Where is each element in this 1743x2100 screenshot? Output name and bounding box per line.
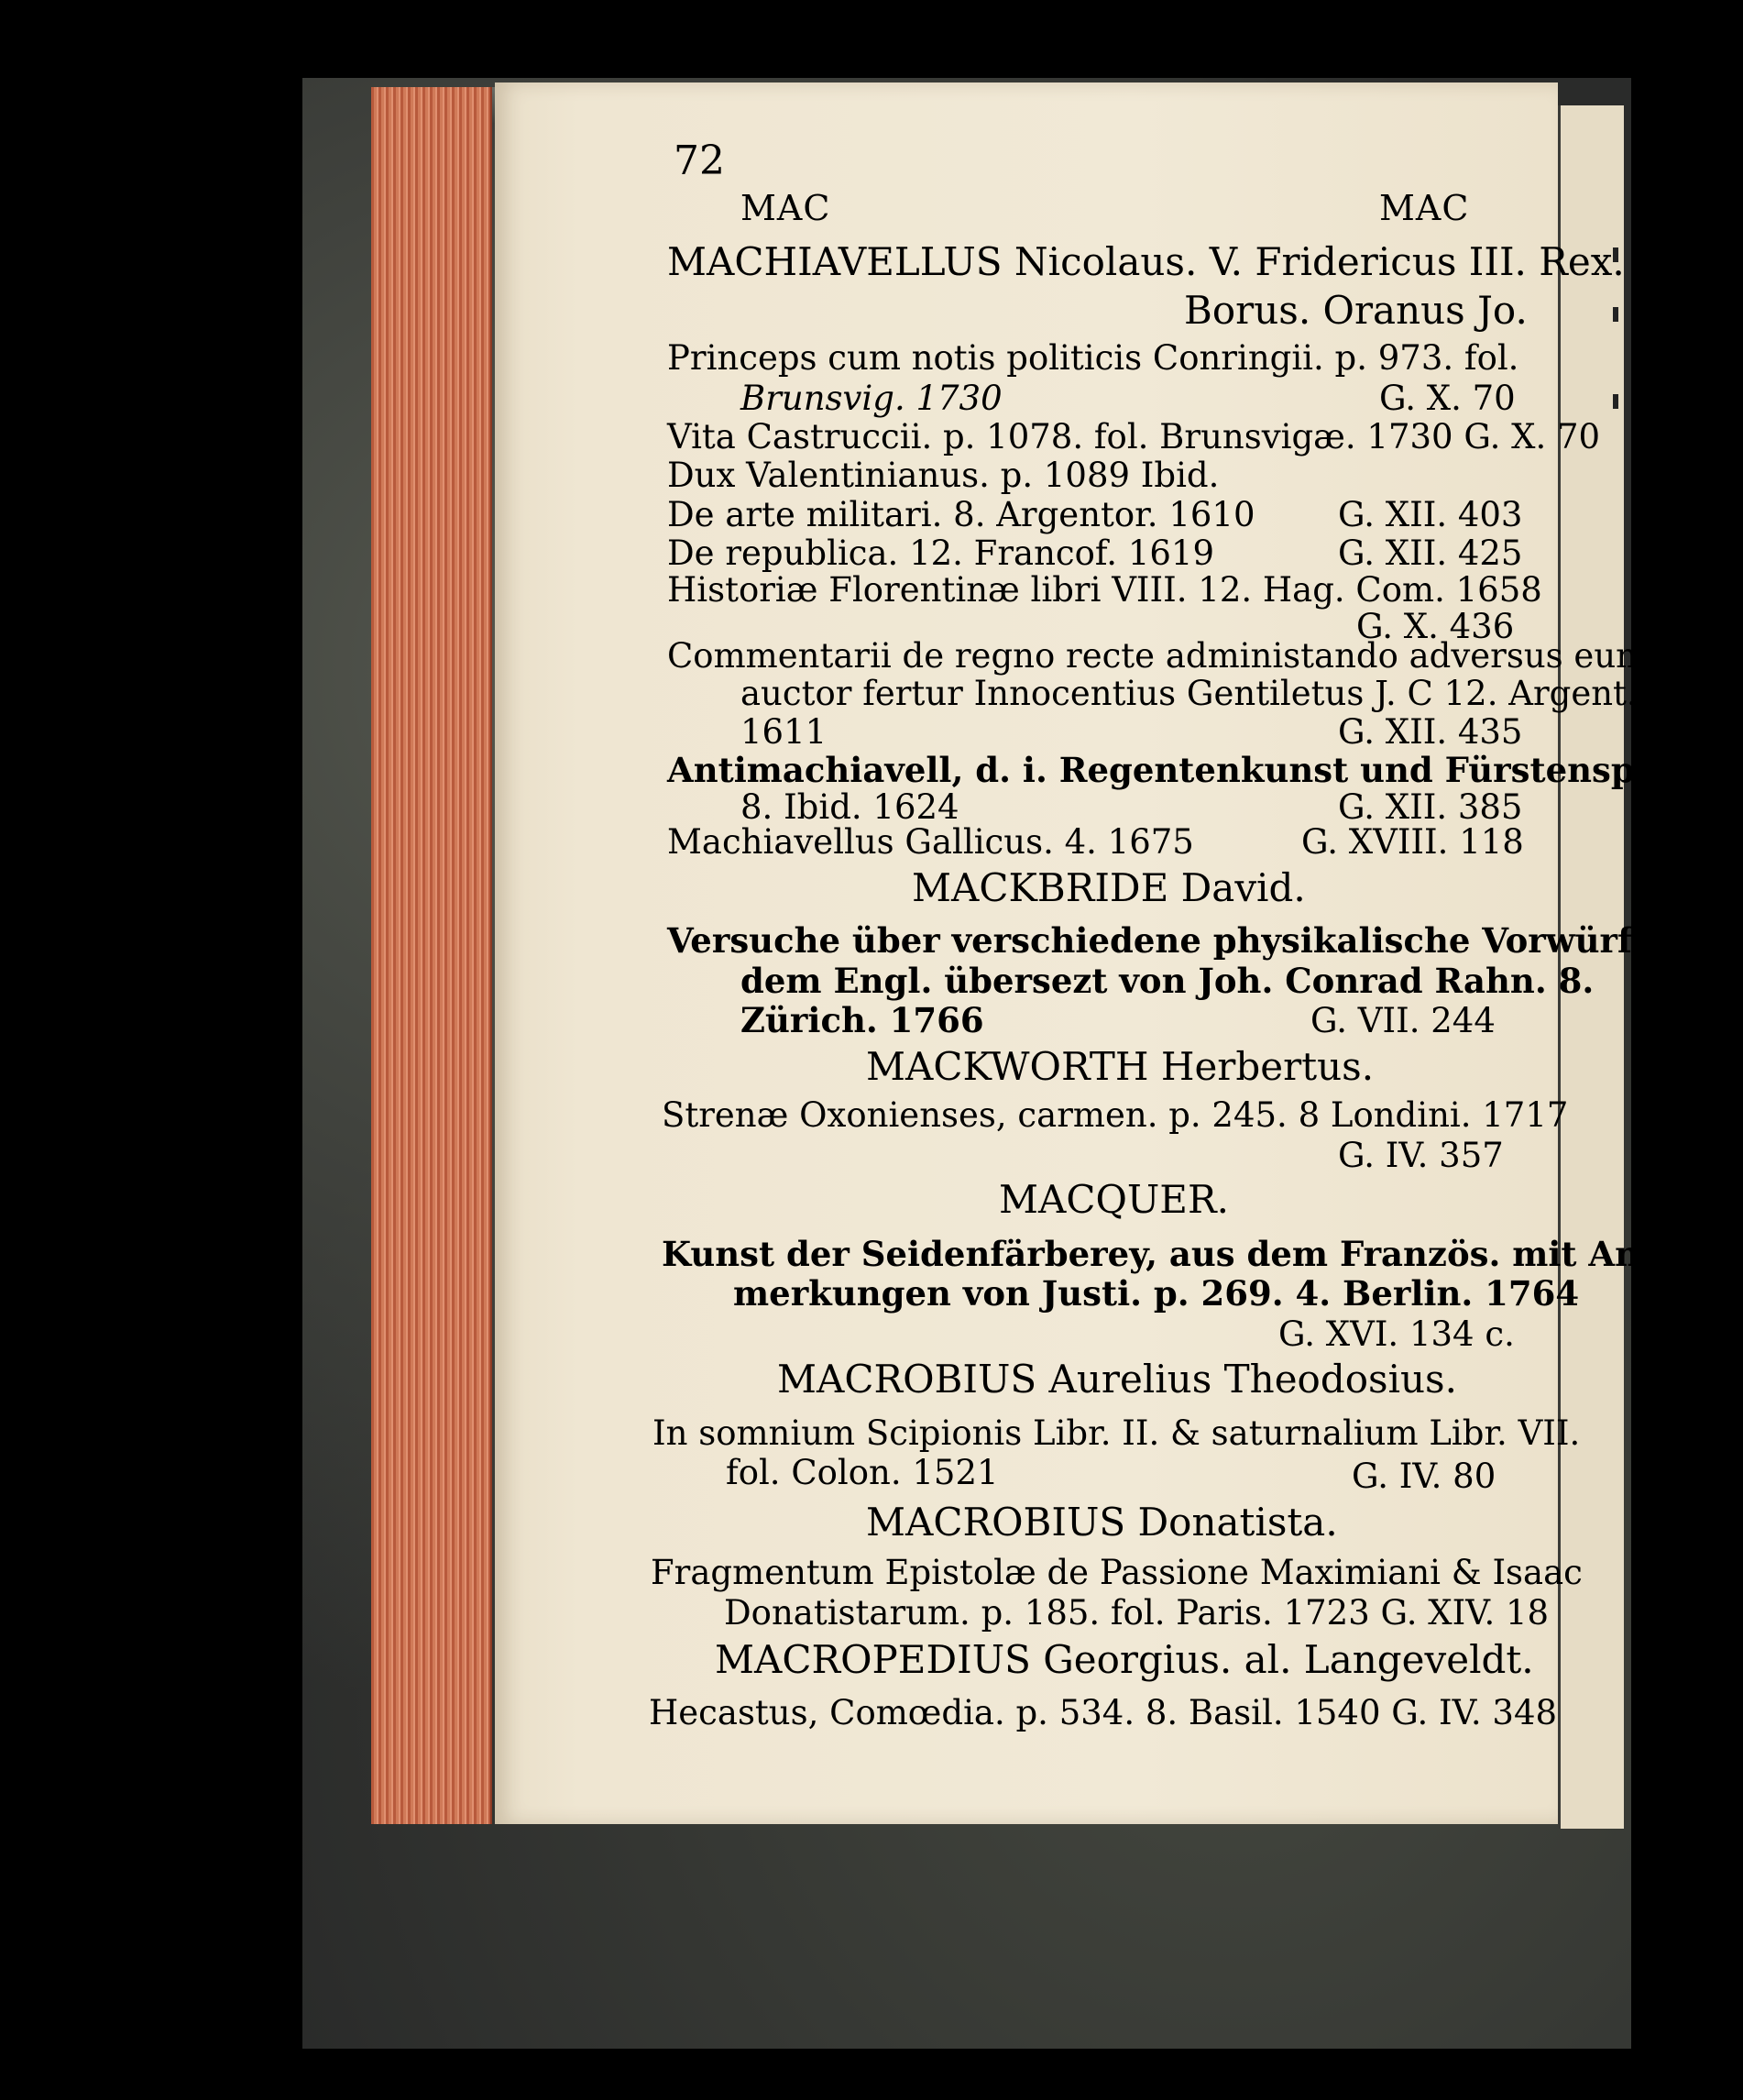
shelfmark: G. XII. 435: [1338, 712, 1523, 752]
page-edges: [371, 87, 492, 1824]
entry-line: Commentarii de regno recte administando adversus eum.: [667, 636, 1659, 676]
entry-line: Brunsvig. 1730: [740, 379, 1003, 418]
entry-line: Hecastus, Comœdia. p. 534. 8. Basil. 1540 G. IV. 348: [649, 1693, 1558, 1732]
running-head-right: MAC: [1379, 188, 1470, 228]
shelfmark: G. IV. 80: [1352, 1457, 1496, 1496]
entry-heading: MACROBIUS Aurelius Theodosius.: [777, 1357, 1457, 1402]
page-number: 72: [674, 137, 725, 184]
entry-line: 8. Ibid. 1624: [740, 787, 959, 827]
shelfmark: G. IV. 357: [1338, 1136, 1504, 1175]
entry-line: Dux Valentinianus. p. 1089 Ibid.: [667, 456, 1220, 495]
entry-line: In somnium Scipionis Libr. II. & saturnalium Libr. VII.: [652, 1413, 1581, 1453]
entry-heading: MACHIAVELLUS Nicolaus. V. Fridericus III. Rex.: [667, 239, 1625, 284]
entry-line: Kunst der Seidenfärberey, aus dem Französ. mit An-: [662, 1234, 1654, 1274]
entry-line: 1611: [740, 712, 828, 752]
entry-line: De arte militari. 8. Argentor. 1610: [667, 495, 1255, 534]
entry-heading: MACROBIUS Donatista.: [866, 1500, 1338, 1545]
shelfmark: G. XVI. 134 c.: [1278, 1314, 1515, 1354]
entry-line: Historiæ Florentinæ libri VIII. 12. Hag. Com. 1658: [667, 570, 1542, 610]
entry-heading: MACQUER.: [999, 1177, 1229, 1222]
entry-line: Strenæ Oxonienses, carmen. p. 245. 8 Londini. 1717: [662, 1095, 1569, 1135]
entry-heading: MACKWORTH Herbertus.: [866, 1044, 1375, 1089]
shelfmark: G. XII. 385: [1338, 787, 1523, 827]
entry-line: Machiavellus Gallicus. 4. 1675: [667, 822, 1194, 862]
entry-heading: MACROPEDIUS Georgius. al. Langeveldt.: [715, 1637, 1534, 1682]
shelfmark: G. VII. 244: [1310, 1001, 1496, 1040]
shelfmark: G. XVIII. 118: [1301, 822, 1524, 862]
facing-page-mark: [1613, 307, 1618, 322]
entry-heading: MACKBRIDE David.: [912, 865, 1306, 910]
shelfmark: G. X. 70: [1379, 379, 1516, 418]
entry-line: dem Engl. übersezt von Joh. Conrad Rahn. 8.: [740, 961, 1595, 1001]
entry-line: merkungen von Justi. p. 269. 4. Berlin. 1764: [733, 1273, 1580, 1314]
entry-line: auctor fertur Innocentius Gentiletus J. C 12. Argent.: [740, 674, 1638, 713]
entry-line: Vita Castruccii. p. 1078. fol. Brunsvigæ. 1730 G. X. 70: [667, 417, 1601, 456]
entry-line: Antimachiavell, d. i. Regentenkunst und Fürstenspiegel.: [667, 750, 1739, 790]
entry-line: Fragmentum Epistolæ de Passione Maximiani & Isaac: [651, 1553, 1583, 1592]
entry-line: Versuche über verschiedene physikalische Vorwürfe, aus: [667, 920, 1743, 961]
running-head-left: MAC: [740, 188, 831, 228]
shelfmark: G. X. 436: [1356, 607, 1515, 646]
facing-page-mark: [1613, 394, 1618, 409]
entry-line: Zürich. 1766: [740, 1000, 984, 1040]
entry-line: Donatistarum. p. 185. fol. Paris. 1723 G. XIV. 18: [724, 1593, 1550, 1633]
shelfmark: G. XII. 425: [1338, 533, 1523, 573]
entry-line: Borus. Oranus Jo.: [1184, 288, 1528, 333]
entry-line: De republica. 12. Francof. 1619: [667, 533, 1214, 573]
entry-line: fol. Colon. 1521: [726, 1453, 999, 1492]
shelfmark: G. XII. 403: [1338, 495, 1523, 534]
entry-line: Princeps cum notis politicis Conringii. p. 973. fol.: [667, 338, 1519, 378]
